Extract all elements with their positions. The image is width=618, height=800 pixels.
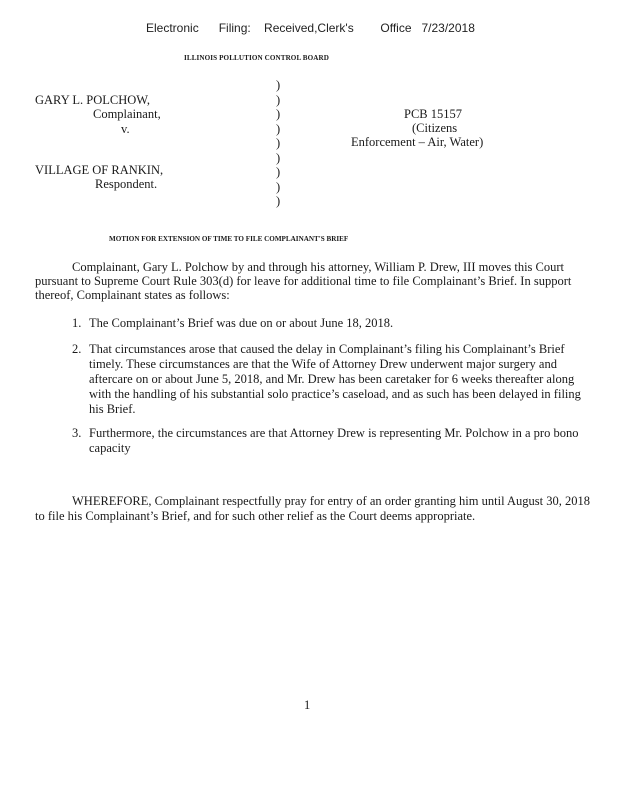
list-item-line: Furthermore, the circumstances are that Attorney Drew is representing Mr. Polchow in a pro bono <box>89 426 579 440</box>
case-type-line2: Enforcement – Air, Water) <box>351 135 484 149</box>
caption-paren: ) <box>276 107 281 121</box>
case-number: PCB 15157 <box>404 107 463 121</box>
list-item-line: The Complainant’s Brief was due on or about June 18, 2018. <box>89 316 394 330</box>
list-item-number: 3. <box>72 426 82 440</box>
filing-stamp <box>146 21 475 35</box>
intro-line-3: thereof, Complainant states as follows: <box>35 288 230 302</box>
intro-line-1: Complainant, Gary L. Polchow by and through his attorney, William P. Drew, III moves this Court <box>72 260 565 274</box>
wherefore-line-2: to file his Complainant’s Brief, and for such other relief as the Court deems appropriate. <box>35 509 476 523</box>
defendant-role: Respondent. <box>95 177 158 191</box>
versus-label: v. <box>121 122 130 136</box>
list-item-line: with the handling of his substantial solo practice’s caseload, and as such has been delayed in filing <box>89 387 581 401</box>
caption-paren: ) <box>276 179 281 194</box>
caption-divider <box>276 78 280 209</box>
caption-paren: ) <box>276 165 281 179</box>
list-item-line: capacity <box>89 441 131 455</box>
wherefore-line-1: WHEREFORE, Complainant respectfully pray for entry of an order granting him until August 30, 2018 <box>72 494 590 508</box>
intro-line-2: pursuant to Supreme Court Rule 303(d) for leave for additional time to file Complainant’s Brief. In support <box>35 274 572 288</box>
list-item-number: 2. <box>72 342 82 356</box>
list-item-line: That circumstances arose that caused the delay in Complainant’s filing his Complainant’s Brief <box>89 342 565 356</box>
list-item-line: timely. These circumstances are that the Wife of Attorney Drew underwent major surgery and <box>89 357 557 371</box>
list-item-line: aftercare on or about June 5, 2018, and Mr. Drew has been caretaker for 6 weeks thereafter along <box>89 372 575 386</box>
board-name: ILLINOIS POLLUTION CONTROL BOARD <box>184 53 329 62</box>
caption-paren: ) <box>276 136 281 150</box>
plaintiff-role: Complainant, <box>93 107 161 121</box>
page-number: 1 <box>304 698 311 712</box>
plaintiff-name: GARY L. POLCHOW, <box>35 93 151 107</box>
caption-paren: ) <box>276 92 281 107</box>
case-type-line1: (Citizens <box>412 121 458 135</box>
filing-stamp-text: Electronic Filing: Received,Clerk's Office 7/23/2018 <box>146 21 475 35</box>
caption-paren: ) <box>276 78 281 92</box>
defendant-name: VILLAGE OF RANKIN, <box>35 163 164 177</box>
motion-title: MOTION FOR EXTENSION OF TIME TO FILE COMPLAINANT'S BRIEF <box>109 234 349 243</box>
caption-paren: ) <box>276 150 281 165</box>
caption-paren: ) <box>276 121 281 136</box>
caption-paren: ) <box>276 194 281 208</box>
list-item-number: 1. <box>72 316 82 330</box>
list-item-line: his Brief. <box>89 402 136 416</box>
